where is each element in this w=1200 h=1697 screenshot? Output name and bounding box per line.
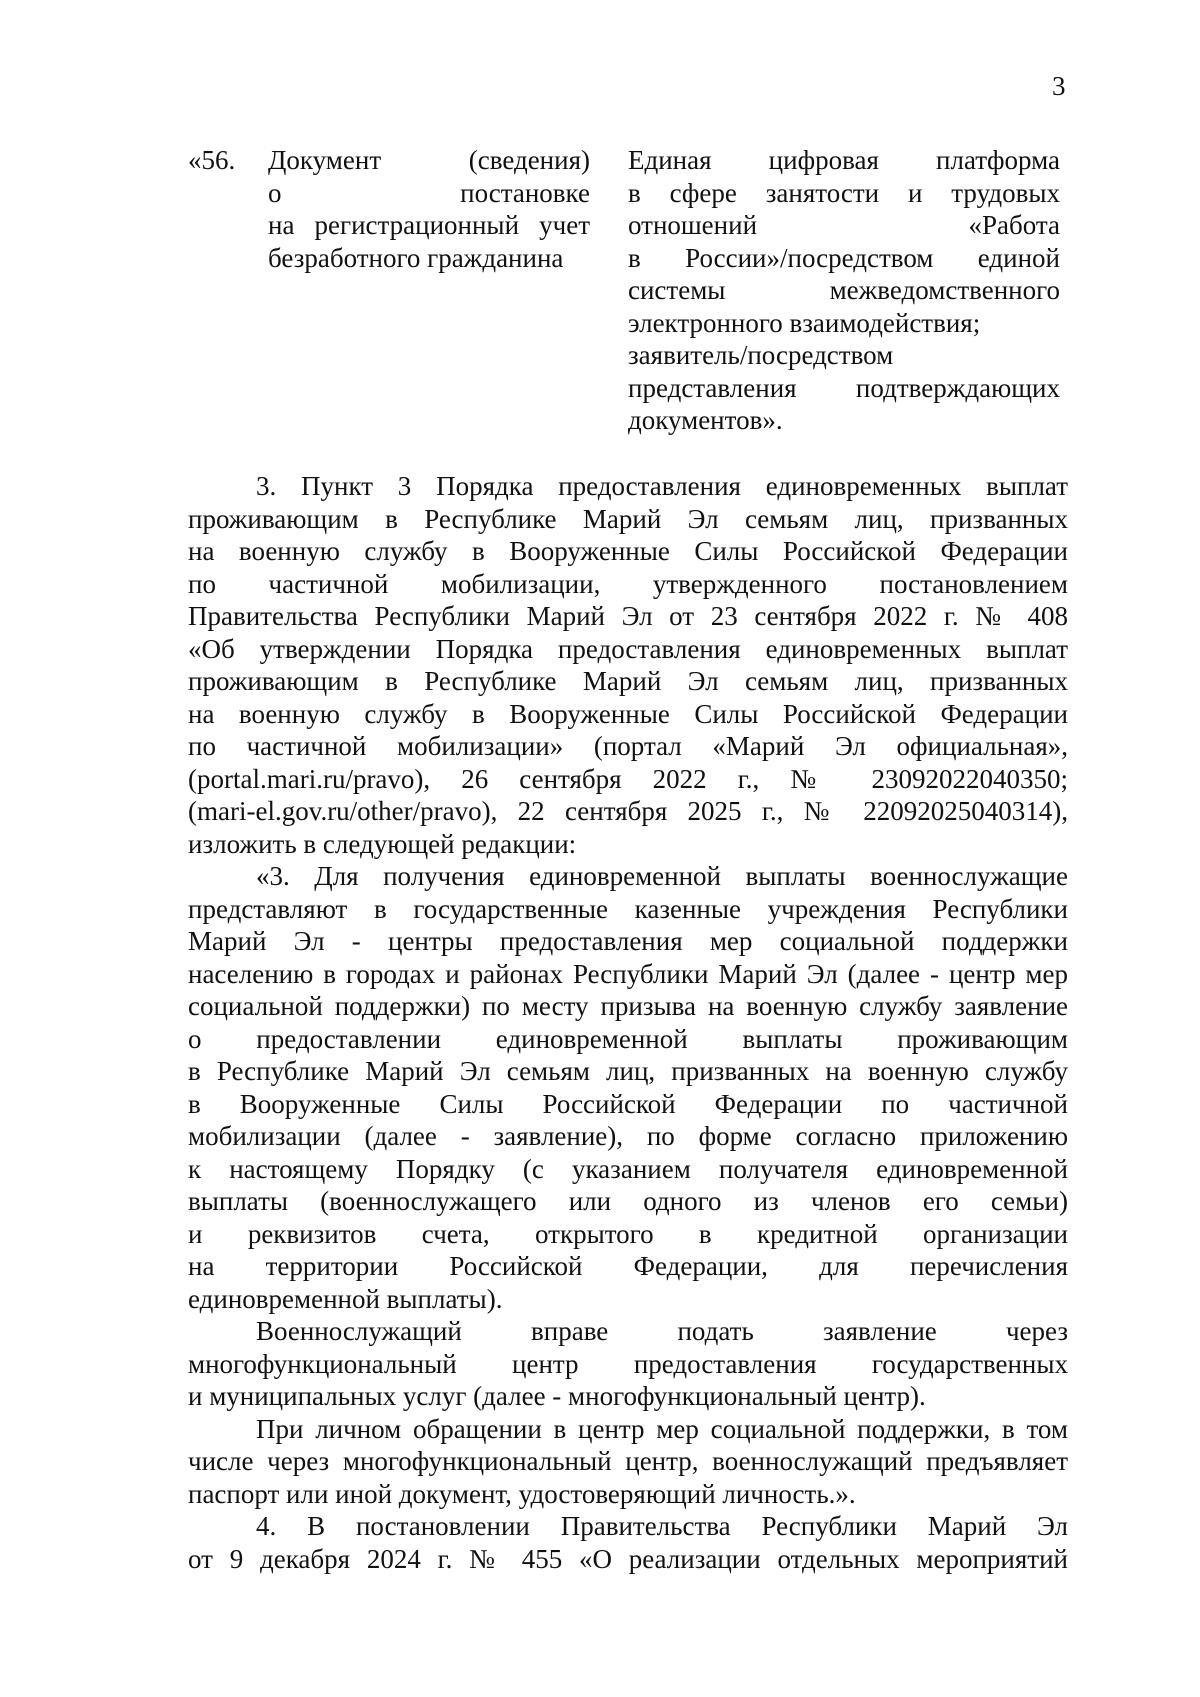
text-line: (portal.mari.ru/pravo), 26 сентября 2022 г., № 23092022040350; (188, 763, 1068, 794)
text-line: безработного гражданина (268, 242, 564, 273)
text-line: представляют в государственные казенные учреждения Республики (188, 893, 1068, 924)
text-line: в России»/посредством единой (628, 242, 1060, 273)
text-line: «3. Для получения единовременной выплаты военнослужащие (256, 861, 1068, 891)
text-line: документов». (628, 405, 783, 435)
text-line: электронного взаимодействия; (628, 307, 981, 338)
paragraph-personal-visit (188, 1413, 1068, 1511)
text-line: системы межведомственного (628, 275, 1060, 305)
text-line: Документ (сведения) (268, 145, 590, 175)
text-line: о предоставлении единовременной выплаты проживающим (188, 1023, 1068, 1054)
text-line: в Вооруженные Силы Российской Федерации по частичной (188, 1088, 1068, 1119)
text-line: от 9 декабря 2024 г. № 455 «О реализации отдельных мероприятий (188, 1543, 1068, 1574)
text-line: в сфере занятости и трудовых (628, 177, 1060, 208)
text-line: выплаты (военнослужащего или одного из членов его семьи) (188, 1186, 1068, 1216)
text-line: При личном обращении в центр мер социальной поддержки, в том (256, 1413, 1068, 1444)
text-line: и муниципальных услуг (далее - многофункциональный центр). (188, 1381, 926, 1411)
table-row-document-name (268, 144, 590, 274)
page-number: 3 (1052, 71, 1066, 101)
text-line: мобилизации (далее - заявление), по форме согласно приложению (188, 1121, 1068, 1151)
text-line: 3. Пункт 3 Порядка предоставления единовременных выплат (256, 471, 1068, 501)
text-line: по частичной мобилизации, утвержденного постановлением (188, 568, 1068, 599)
text-line: паспорт или иной документ, удостоверяющий личность.». (188, 1478, 856, 1509)
text-line: представления подтверждающих (628, 372, 1060, 403)
text-line: числе через многофункциональный центр, военнослужащий предъявляет (188, 1446, 1068, 1476)
text-line: Правительства Республики Марий Эл от 23 сентября 2022 г. № 408 (188, 601, 1068, 631)
paragraph-item-4 (188, 1510, 1068, 1575)
text-line: на военную службу в Вооруженные Силы Российской Федерации (188, 698, 1068, 729)
text-line: Военнослужащий вправе подать заявление через (256, 1316, 1068, 1346)
text-line: отношений «Работа (628, 210, 1060, 240)
table-row-source (628, 144, 1060, 437)
table-row-number: «56. (188, 145, 236, 175)
text-line: проживающим в Республике Марий Эл семьям лиц, призванных (188, 666, 1068, 696)
paragraph-mfc (188, 1315, 1068, 1413)
text-line: 4. В постановлении Правительства Республики Марий Эл (256, 1511, 1068, 1541)
text-line: о постановке (268, 177, 590, 208)
text-line: изложить в следующей редакции: (188, 828, 577, 859)
text-line: по частичной мобилизации» (портал «Марий Эл официальная», (188, 731, 1068, 761)
text-line: и реквизитов счета, открытого в кредитной организации (188, 1218, 1068, 1249)
text-line: на военную службу в Вооруженные Силы Российской Федерации (188, 536, 1068, 566)
text-line: многофункциональный центр предоставления государственных (188, 1348, 1068, 1379)
text-line: на регистрационный учет (268, 210, 590, 240)
text-line: заявитель/посредством (628, 340, 894, 370)
text-line: единовременной выплаты). (188, 1283, 503, 1314)
text-line: (mari-el.gov.ru/other/pravo), 22 сентября 2025 г., № 22092025040314), (188, 796, 1068, 826)
text-line: социальной поддержки) по месту призыва на военную службу заявление (188, 991, 1068, 1021)
text-line: Марий Эл - центры предоставления мер социальной поддержки (188, 926, 1068, 956)
text-line: Единая цифровая платформа (628, 145, 1060, 175)
text-line: населению в городах и районах Республики Марий Эл (далее - центр мер (188, 958, 1068, 989)
text-line: на территории Российской Федерации, для перечисления (188, 1251, 1068, 1281)
text-line: к настоящему Порядку (с указанием получателя единовременной (188, 1153, 1068, 1184)
body-text (188, 470, 1068, 1575)
text-line: проживающим в Республике Марий Эл семьям лиц, призванных (188, 503, 1068, 534)
text-line: в Республике Марий Эл семьям лиц, призванных на военную службу (188, 1056, 1068, 1086)
text-line: «Об утверждении Порядка предоставления единовременных выплат (188, 633, 1068, 664)
paragraph-item-3 (188, 470, 1068, 860)
paragraph-new-wording (188, 860, 1068, 1315)
